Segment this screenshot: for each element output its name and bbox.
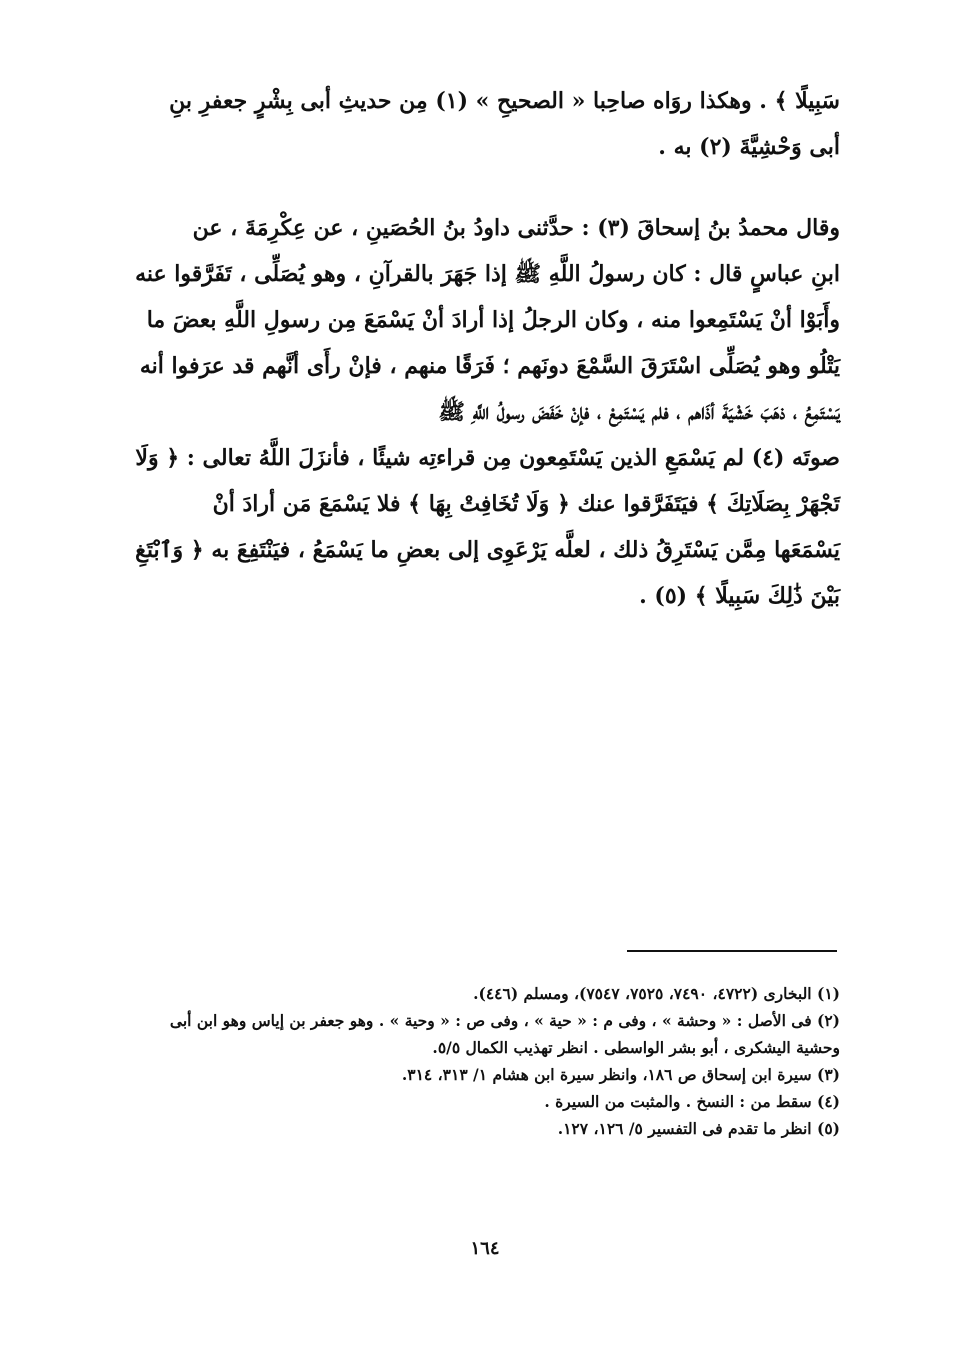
text-line: وأَبَوْا أنْ يَسْتَمِعوا منه ، وكان الرجلُ إذا أرادَ أنْ يَسْمَعَ مِن رسولِ اللَّهِ بعضَ ما (146, 307, 840, 333)
footnote-line: (٣) سيرة ابن إسحاق ص ١٨٦، وانظر سيرة ابن هشام ١/ ٣١٣، ٣١٤. (401, 1065, 840, 1084)
text-line: بَيْنَ ذَٰلِكَ سَبِيلًا ﴾ (٥) . (639, 583, 840, 609)
footnotes (128, 980, 840, 1142)
footnote-line: (٥) انظر ما تقدم فى التفسير ٥/ ١٢٦، ١٢٧. (557, 1119, 840, 1138)
footnote-divider (627, 950, 837, 952)
text-line: ابنِ عباسٍ قال : كان رسولُ اللَّهِ ﷺ إذا جَهَرَ بالقرآنِ ، وهو يُصَلِّى ، تَفَرَّقوا عنه (135, 261, 840, 287)
text-line: سَبِيلًا ﴾ . وهكذا روَاه صاحِبا « الصحيحِ » (١) مِن حديثِ أبى بِشْرٍ جعفرِ بنِ (169, 88, 840, 114)
text-line: يَتْلُو وهو يُصَلِّى اسْتَرَقَ السَّمْعَ دونَهم ؛ فَرَقًا منهم ، فإنْ رأَى أنَّهم قد عرَفوا أنه (139, 353, 840, 379)
text-line: تَجْهَرْ بِصَلَاتِكَ ﴾ فيَتَفَرَّقوا عنك ﴿ وَلَا تُخَافِتْ بِهَا ﴾ فلا يَسْمَعَ مَن أرادَ أنْ (212, 491, 840, 517)
text-line: يَسْمَعَها مِمَّن يَسْتَرِقُ ذلك ، لعلَّه يَرْعَوِى إلى بعضِ ما يَسْمَعُ ، فيَنْتَفِعَ به ﴿ وَٱبْتَغِ (135, 537, 840, 563)
text-line: وقال محمدُ بنُ إسحاقَ (٣) : حدَّثنى داودُ بنُ الحُصَينِ ، عن عِكْرِمَةَ ، عن (192, 215, 840, 241)
paragraph-2 (128, 205, 840, 619)
paragraph-1 (128, 78, 840, 170)
text-line: صوتَه (٤) لم يَسْمَعِ الذين يَسْتَمِعون مِن قراءتِه شيئًا ، فأنزَلَ اللَّهُ تعالى : ﴿ وَلَا (135, 445, 840, 471)
footnote-line: وحشية اليشكرى ، أبو بشر الواسطى . انظر تهذيب الكمال ٥/٥. (432, 1038, 840, 1057)
page-number: ١٦٤ (470, 1238, 500, 1259)
text-line: أبى وَحْشِيَّةَ (٢) به . (658, 134, 840, 160)
footnote-line: (١) البخارى (٤٧٢٢، ٧٤٩٠، ٧٥٢٥، ٧٥٤٧)، ومسلم (٤٤٦). (473, 984, 840, 1003)
footnote-line: (٤) سقط من : النسخ . والمثبت من السيرة . (544, 1092, 840, 1111)
footnote-line: (٢) فى الأصل : « وحشة » ، وفى م : « حية » ، وفى ص : « وحية » . وهو جعفر بن إياس وهو ابن أبى (169, 1011, 840, 1030)
text-line: يَسْتَمِعُ ، ذهَبَ خَشْيَةَ أذَاهم ، فلم يَسْتَمِعْ ، فإنْ خَفَضَ رسولُ اللَّهِ ﷺ (438, 399, 840, 425)
